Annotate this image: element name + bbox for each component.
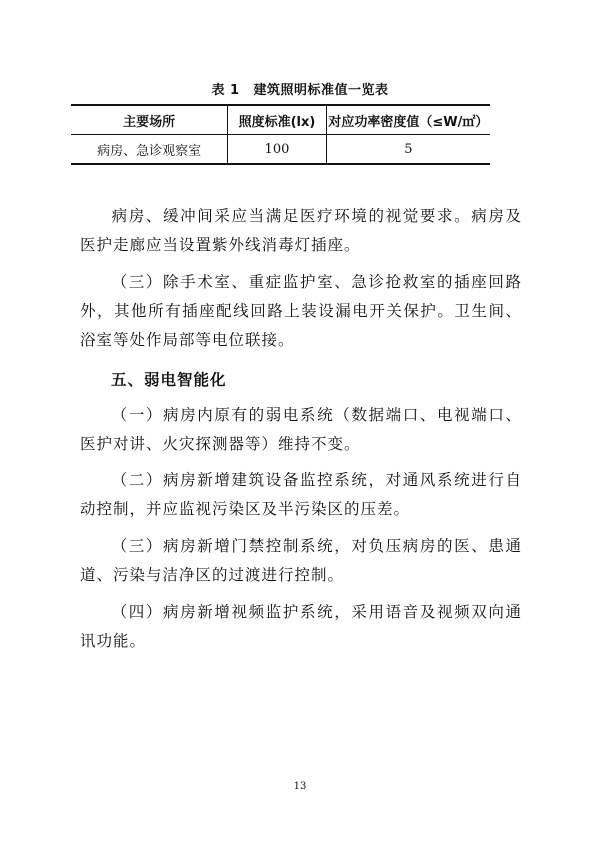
table-header-row bbox=[71, 105, 490, 135]
paragraph-text: （二）病房新增建筑设备监控系统，对通风系统进行自动控制，并应监视污染区及半污染区的压差。 bbox=[80, 471, 522, 518]
paragraph bbox=[80, 532, 522, 590]
table-caption-number: 表 1 bbox=[211, 83, 240, 98]
table-cell-location: 病房、急诊观察室 bbox=[71, 135, 228, 165]
paragraph bbox=[80, 268, 522, 355]
section-heading: 五、弱电智能化 bbox=[111, 371, 227, 389]
table-header-cell: 对应功率密度值（≤W/㎡） bbox=[326, 105, 490, 135]
table-cell-illuminance: 100 bbox=[228, 135, 327, 165]
paragraph-text: （一）病房内原有的弱电系统（数据端口、电视端口、医护对讲、火灾探测器等）维持不变。 bbox=[80, 406, 522, 453]
table-row bbox=[71, 135, 490, 165]
page-number: 13 bbox=[293, 781, 307, 792]
table-header-cell: 照度标准(lx) bbox=[228, 105, 327, 135]
table-caption-title: 建筑照明标准值一览表 bbox=[253, 83, 389, 98]
paragraph-text: 病房、缓冲间采应当满足医疗环境的视觉要求。病房及医护走廊应当设置紫外线消毒灯插座。 bbox=[80, 207, 522, 254]
table-caption bbox=[0, 79, 600, 98]
table-header-cell: 主要场所 bbox=[71, 105, 228, 135]
lighting-standard-table bbox=[71, 104, 490, 165]
paragraph bbox=[80, 202, 522, 260]
paragraph-text: （四）病房新增视频监护系统，采用语音及视频双向通讯功能。 bbox=[80, 603, 522, 650]
paragraph-text: （三）除手术室、重症监护室、急诊抢救室的插座回路外，其他所有插座配线回路上装设漏电开关保护。卫生间、浴室等处作局部等电位联接。 bbox=[80, 273, 522, 349]
paragraph bbox=[80, 401, 522, 459]
table-cell-power-density: 5 bbox=[326, 135, 490, 165]
paragraph bbox=[80, 466, 522, 524]
paragraph bbox=[80, 598, 522, 656]
paragraph-text: （三）病房新增门禁控制系统，对负压病房的医、患通道、污染与洁净区的过渡进行控制。 bbox=[80, 537, 522, 584]
